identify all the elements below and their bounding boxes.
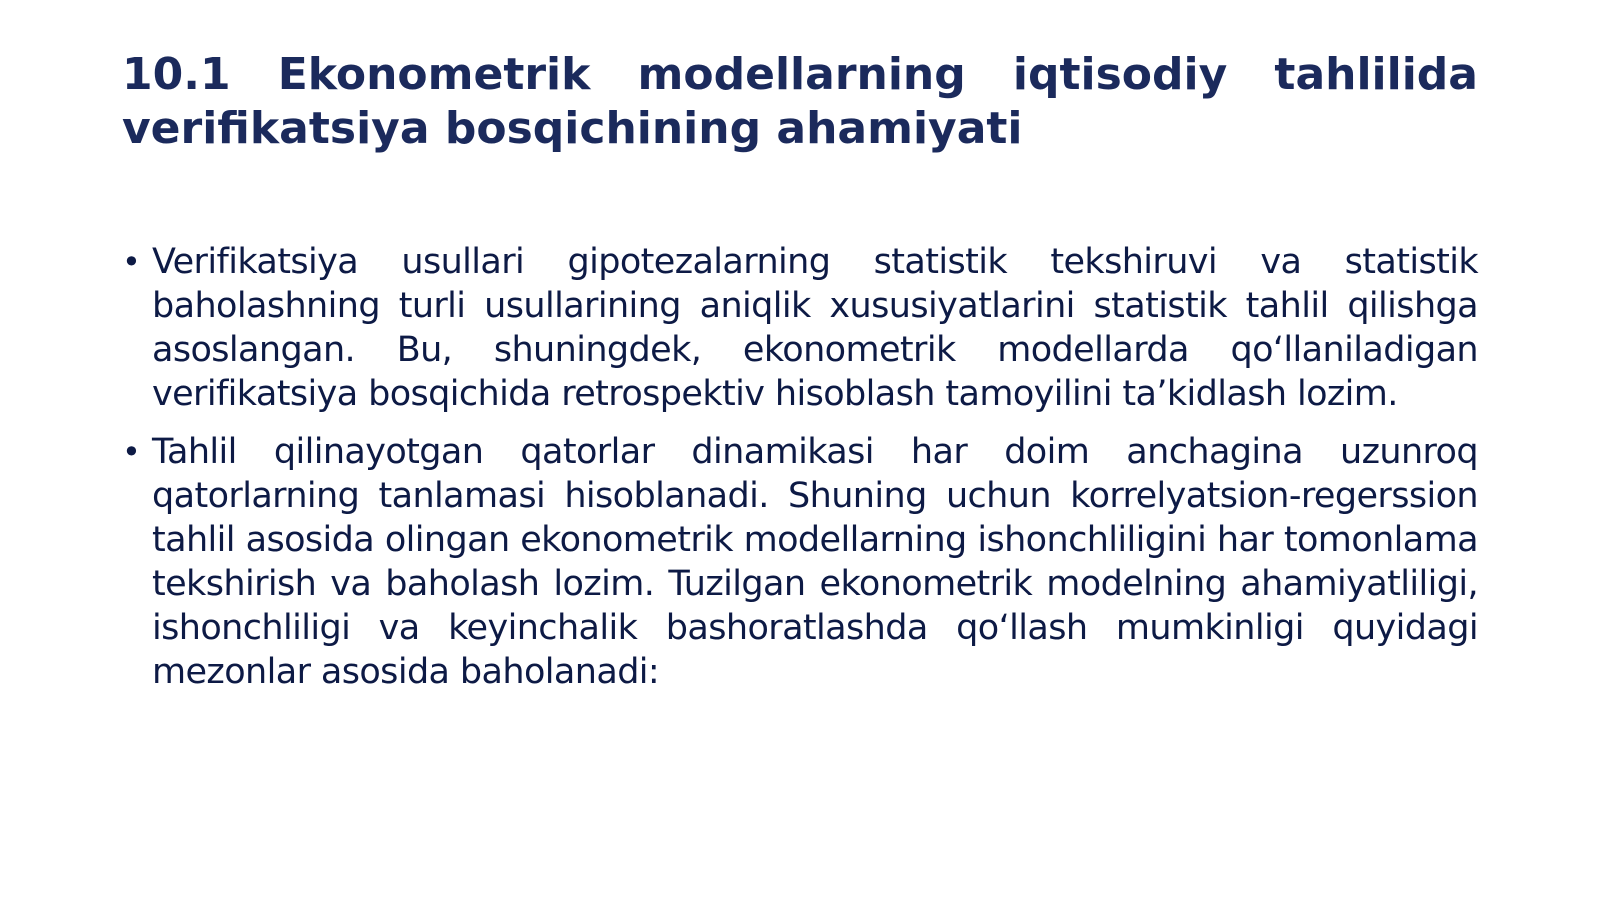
bullet-item-1 [122, 240, 1478, 416]
bullet-icon: • [122, 433, 141, 471]
bullet-list [122, 240, 1478, 708]
bullet-icon: • [122, 243, 141, 281]
bullet-text-1: Verifikatsiya usullari gipotezalarning statistik tekshiruvi va statistik baholashning turli usullarining aniqlik xususiyatlarini statistik tahlil qilishga asoslangan. Bu, shuningdek, ekonometrik modellarda qo‘llaniladigan verifikatsiya bosqichida retrospektiv hisoblash tamoyilini ta’kidlash lozim. [152, 242, 1478, 414]
slide-title: 10.1 Ekonometrik modellarning iqtisodiy tahlilida verifikatsiya bosqichining ahamiyati [122, 49, 1478, 154]
bullet-text-2: Tahlil qilinayotgan qatorlar dinamikasi har doim anchagina uzunroq qatorlarning tanlamasi hisoblanadi. Shuning uchun korrelyatsion-regerssion tahlil asosida olingan ekonometrik modellarning ishonchliligini har tomonlama tekshirish va baholash lozim. Tuzilgan ekonometrik modelning ahamiyatliligi, ishonchliligi va keyinchalik bashoratlashda qo‘llash mumkinligi quyidagi mezonlar asosida baholanadi: [152, 432, 1478, 692]
bullet-item-2 [122, 430, 1478, 694]
